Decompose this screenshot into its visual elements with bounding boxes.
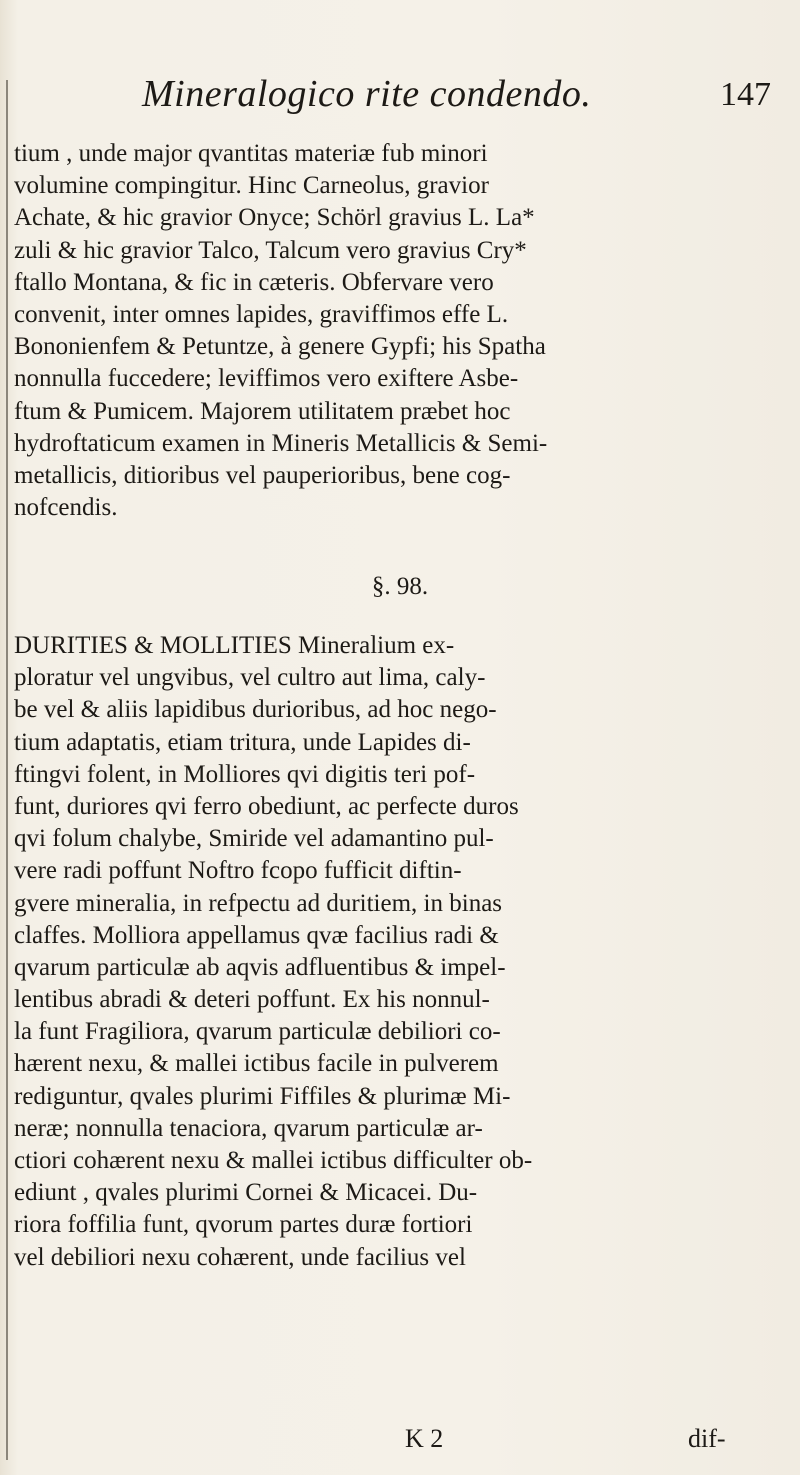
page-header [0,70,800,120]
text-line: metallicis, ditioribus vel pauperioribus, bene cog- [14,461,511,489]
text-line: zuli & hic gravior Talco, Talcum vero gravius Cry* [14,236,527,264]
text-line: rediguntur, qvales plurimi Fiffiles & plurimæ Mi- [14,1082,511,1110]
text-line: Bononienfem & Petuntze, à genere Gypfi; his Spatha [14,333,546,361]
text-line: convenit, inter omnes lapides, graviffimos effe L. [14,300,509,328]
paragraph-2 [14,630,800,1274]
text-line: ftingvi folent, in Molliores qvi digitis teri pof- [14,760,476,788]
page-number: 147 [720,76,771,113]
text-line: ploratur vel ungvibus, vel cultro aut lima, caly- [14,664,486,692]
text-line: vere radi poffunt Noftro fcopo fufficit diftin- [14,857,462,885]
signature-mark: K 2 [405,1424,444,1453]
text-line: ftum & Pumicem. Majorem utilitatem præbet hoc [14,397,511,425]
catchword: dif- [688,1424,726,1453]
text-line: qvi folum chalybe, Smiride vel adamantino pul- [14,825,494,853]
text-line: nofcendis. [14,494,118,522]
text-line: hærent nexu, & mallei ictibus facile in pulverem [14,1050,499,1078]
text-line: gvere mineralia, in refpectu ad duritiem, in binas [14,889,503,917]
text-line: ediunt , qvales plurimi Cornei & Micacei. Du- [14,1179,478,1207]
text-line: be vel & aliis lapidibus durioribus, ad hoc nego- [14,696,497,724]
paragraph-1 [14,138,800,524]
text-line: nonnulla fuccedere; leviffimos vero exiftere Asbe- [14,365,519,393]
text-line: la funt Fragiliora, qvarum particulæ debiliori co- [14,1018,501,1046]
text-line: ftallo Montana, & fic in cæteris. Obfervare vero [14,268,494,296]
text-line: vel debiliori nexu cohærent, unde facilius vel [14,1243,466,1271]
text-line: tium adaptatis, etiam tritura, unde Lapides di- [14,728,471,756]
section-heading: §. 98. [371,573,429,600]
text-line: volumine compingitur. Hinc Carneolus, gravior [14,172,489,200]
text-line: DURITIES & MOLLITIES Mineralium ex- [14,632,455,659]
page-gutter-edge [6,80,8,1460]
running-title: Mineralogico rite condendo. [142,73,592,115]
text-line: hydroftaticum examen in Mineris Metallicis & Semi- [14,429,548,457]
text-line: qvarum particulæ ab aqvis adfluentibus & impel- [14,953,506,981]
text-line: claffes. Molliora appellamus qvæ facilius radi & [14,921,499,949]
text-line: neræ; nonnulla tenaciora, qvarum particulæ ar- [14,1114,483,1142]
text-line: ctiori cohærent nexu & mallei ictibus difficulter ob- [14,1147,533,1174]
text-line: funt, duriores qvi ferro obediunt, ac perfecte duros [14,792,519,820]
text-line: lentibus abradi & deteri poffunt. Ex his nonnul- [14,986,490,1014]
text-line: Achate, & hic gravior Onyce; Schörl gravius L. La* [14,204,535,232]
text-line: tium , unde major qvantitas materiæ fub minori [14,140,488,167]
page-footer [0,1424,800,1464]
text-line: riora foffilia funt, qvorum partes duræ fortiori [14,1211,473,1239]
